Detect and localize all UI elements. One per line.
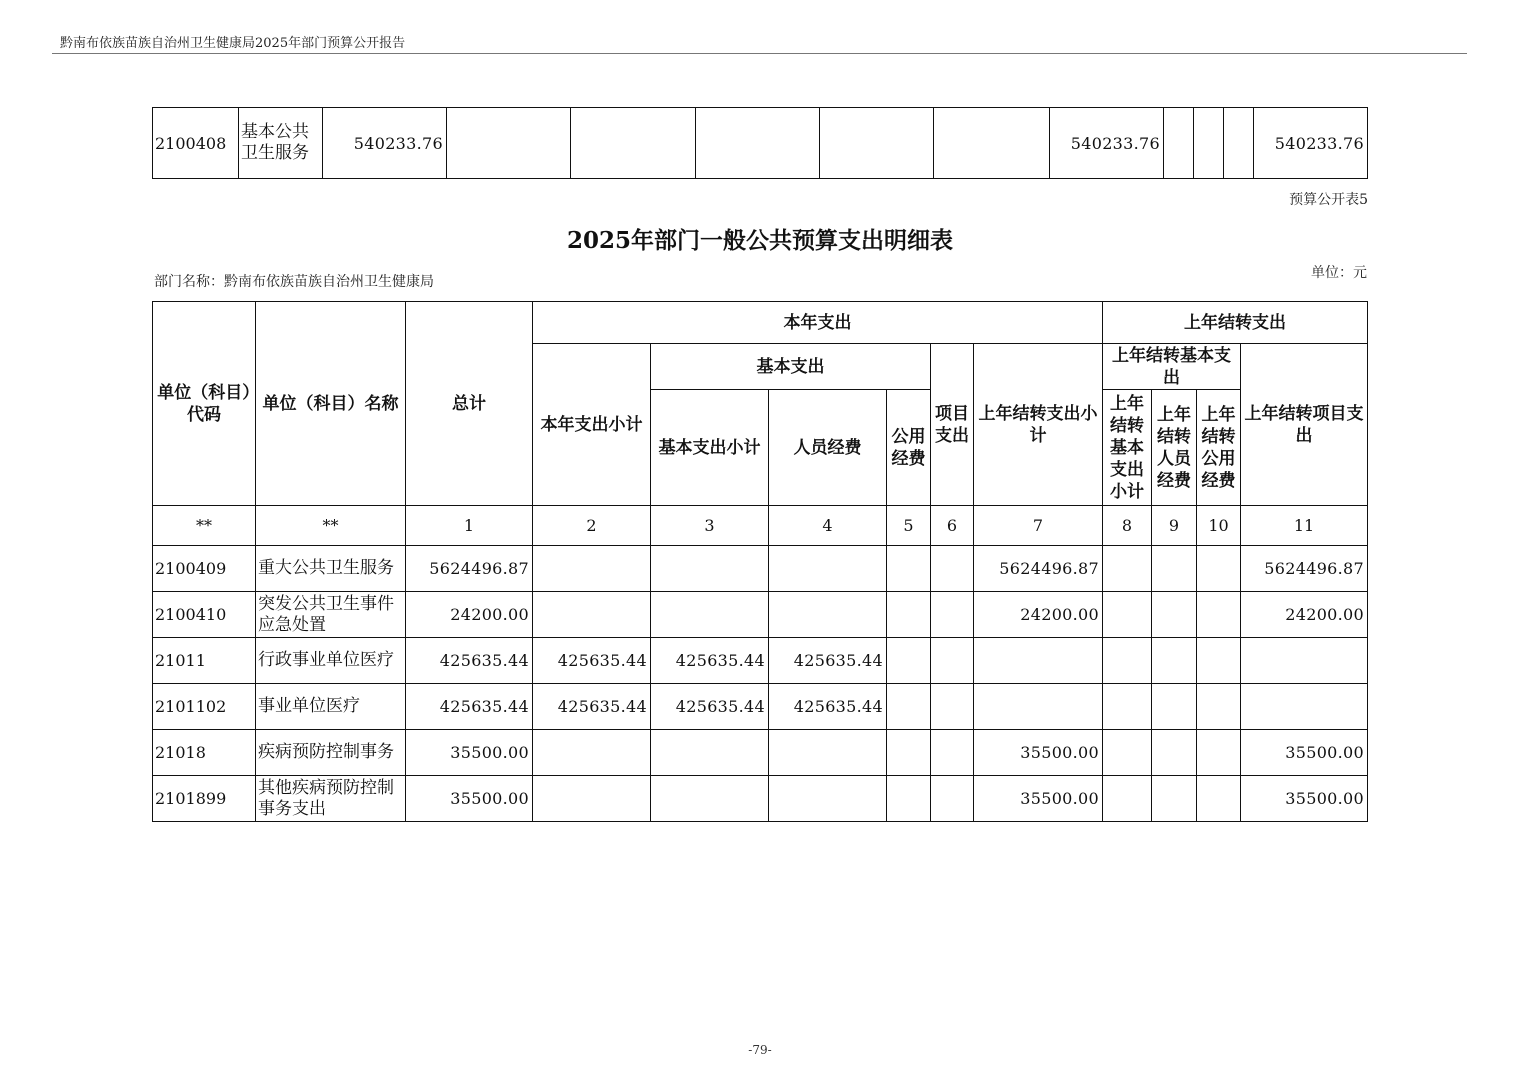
cell-col-6 <box>934 108 1050 179</box>
cell-col-11 <box>1241 638 1368 684</box>
cell-col-2 <box>533 730 651 776</box>
header-this-year: 本年支出 <box>533 302 1103 344</box>
cell-col-2: 425635.44 <box>533 638 651 684</box>
row-code: 2101899 <box>153 776 256 822</box>
continued-table-fragment <box>152 107 1368 179</box>
row-name: 基本公共卫生服务 <box>239 108 323 179</box>
cell-col-5 <box>820 108 934 179</box>
seq-cell: 8 <box>1103 506 1152 546</box>
cell-col-7: 24200.00 <box>974 592 1103 638</box>
seq-cell: ** <box>256 506 406 546</box>
cell-col-6 <box>931 638 974 684</box>
row-name: 其他疾病预防控制事务支出 <box>256 776 406 822</box>
cell-col-10 <box>1197 684 1241 730</box>
cell-col-6 <box>931 684 974 730</box>
sequence-row <box>153 506 1368 546</box>
seq-cell: ** <box>153 506 256 546</box>
header-last-basic: 上年结转基本支出 <box>1103 344 1241 390</box>
table-row <box>153 108 1368 179</box>
cell-col-7: 35500.00 <box>974 776 1103 822</box>
header-last-personnel: 上年结转人员经费 <box>1152 390 1197 506</box>
cell-col-1: 425635.44 <box>406 638 533 684</box>
header-basic: 基本支出 <box>651 344 931 390</box>
cell-col-4 <box>769 730 887 776</box>
cell-col-11 <box>1241 684 1368 730</box>
header-divider <box>52 53 1467 54</box>
table-row <box>153 776 1368 822</box>
cell-col-5 <box>887 592 931 638</box>
table-row <box>153 546 1368 592</box>
header-basic-subtotal: 基本支出小计 <box>651 390 769 506</box>
seq-cell: 6 <box>931 506 974 546</box>
table-row <box>153 730 1368 776</box>
cell-col-8 <box>1103 776 1152 822</box>
department-label: 部门名称：黔南布依族苗族自治州卫生健康局 <box>154 274 434 290</box>
header-last-year: 上年结转支出 <box>1103 302 1368 344</box>
cell-col-4 <box>769 546 887 592</box>
cell-col-3: 425635.44 <box>651 638 769 684</box>
table-body <box>153 546 1368 822</box>
header-personnel: 人员经费 <box>769 390 887 506</box>
cell-col-7 <box>974 638 1103 684</box>
row-code: 2100409 <box>153 546 256 592</box>
cell-col-6 <box>931 730 974 776</box>
seq-cell: 5 <box>887 506 931 546</box>
row-name: 突发公共卫生事件应急处置 <box>256 592 406 638</box>
table-row <box>153 638 1368 684</box>
cell-col-7: 540233.76 <box>1050 108 1164 179</box>
form-number: 预算公开表5 <box>1289 192 1368 208</box>
cell-col-10 <box>1197 638 1241 684</box>
cell-col-2 <box>533 546 651 592</box>
cell-col-3 <box>651 776 769 822</box>
cell-col-4 <box>769 776 887 822</box>
cell-col-9 <box>1152 638 1197 684</box>
cell-col-7 <box>974 684 1103 730</box>
row-code: 2100408 <box>153 108 239 179</box>
cell-col-11: 540233.76 <box>1254 108 1368 179</box>
cell-col-9 <box>1194 108 1224 179</box>
cell-col-9 <box>1152 730 1197 776</box>
header-code: 单位（科目）代码 <box>153 302 256 506</box>
unit-label: 单位：元 <box>1311 265 1367 281</box>
cell-col-11: 5624496.87 <box>1241 546 1368 592</box>
header-last-year-subtotal: 上年结转支出小计 <box>974 344 1103 506</box>
cell-col-3 <box>651 730 769 776</box>
cell-col-5 <box>887 730 931 776</box>
cell-col-2 <box>533 776 651 822</box>
seq-cell: 9 <box>1152 506 1197 546</box>
row-name: 事业单位医疗 <box>256 684 406 730</box>
cell-col-11: 35500.00 <box>1241 776 1368 822</box>
cell-col-4: 425635.44 <box>769 684 887 730</box>
row-code: 21018 <box>153 730 256 776</box>
cell-col-4 <box>769 592 887 638</box>
cell-col-10 <box>1197 546 1241 592</box>
seq-cell: 3 <box>651 506 769 546</box>
header-last-public: 上年结转公用经费 <box>1197 390 1241 506</box>
cell-col-8 <box>1103 684 1152 730</box>
row-code: 2100410 <box>153 592 256 638</box>
cell-col-11: 24200.00 <box>1241 592 1368 638</box>
cell-col-1: 35500.00 <box>406 776 533 822</box>
cell-col-8 <box>1103 638 1152 684</box>
seq-cell: 4 <box>769 506 887 546</box>
cell-col-1: 5624496.87 <box>406 546 533 592</box>
cell-col-9 <box>1152 776 1197 822</box>
seq-cell: 2 <box>533 506 651 546</box>
cell-col-7: 35500.00 <box>974 730 1103 776</box>
cell-col-8 <box>1103 730 1152 776</box>
seq-cell: 10 <box>1197 506 1241 546</box>
cell-col-10 <box>1197 730 1241 776</box>
cell-col-8 <box>1103 592 1152 638</box>
header-last-project: 上年结转项目支出 <box>1241 344 1368 506</box>
cell-col-4 <box>696 108 820 179</box>
cell-col-11: 35500.00 <box>1241 730 1368 776</box>
header-this-year-subtotal: 本年支出小计 <box>533 344 651 506</box>
cell-col-5 <box>887 684 931 730</box>
cell-col-7: 5624496.87 <box>974 546 1103 592</box>
row-code: 2101102 <box>153 684 256 730</box>
cell-col-3 <box>651 592 769 638</box>
header-project: 项目支出 <box>931 344 974 506</box>
page-number: -79- <box>748 1043 772 1057</box>
cell-col-3: 425635.44 <box>651 684 769 730</box>
row-name: 行政事业单位医疗 <box>256 638 406 684</box>
row-name: 重大公共卫生服务 <box>256 546 406 592</box>
cell-col-6 <box>931 592 974 638</box>
seq-cell: 11 <box>1241 506 1368 546</box>
cell-col-9 <box>1152 546 1197 592</box>
cell-col-3 <box>651 546 769 592</box>
cell-col-8 <box>1103 546 1152 592</box>
row-name: 疾病预防控制事务 <box>256 730 406 776</box>
header-name: 单位（科目）名称 <box>256 302 406 506</box>
cell-col-1: 35500.00 <box>406 730 533 776</box>
cell-col-10 <box>1224 108 1254 179</box>
header-row-1 <box>153 302 1368 344</box>
cell-col-5 <box>887 546 931 592</box>
table-row <box>153 684 1368 730</box>
document-header-title: 黔南布依族苗族自治州卫生健康局2025年部门预算公开报告 <box>60 36 406 51</box>
cell-col-9 <box>1152 684 1197 730</box>
header-last-basic-subtotal: 上年结转基本支出小计 <box>1103 390 1152 506</box>
cell-col-6 <box>931 776 974 822</box>
cell-col-1: 540233.76 <box>323 108 447 179</box>
cell-col-4: 425635.44 <box>769 638 887 684</box>
header-public: 公用经费 <box>887 390 931 506</box>
expenditure-detail-table <box>152 301 1368 822</box>
cell-col-5 <box>887 776 931 822</box>
cell-col-2 <box>533 592 651 638</box>
cell-col-1: 24200.00 <box>406 592 533 638</box>
cell-col-8 <box>1164 108 1194 179</box>
cell-col-5 <box>887 638 931 684</box>
table-row <box>153 592 1368 638</box>
page-title: 2025年部门一般公共预算支出明细表 <box>566 227 953 254</box>
seq-cell: 7 <box>974 506 1103 546</box>
cell-col-2: 425635.44 <box>533 684 651 730</box>
row-code: 21011 <box>153 638 256 684</box>
cell-col-6 <box>931 546 974 592</box>
cell-col-10 <box>1197 592 1241 638</box>
cell-col-1: 425635.44 <box>406 684 533 730</box>
cell-col-9 <box>1152 592 1197 638</box>
seq-cell: 1 <box>406 506 533 546</box>
cell-col-3 <box>571 108 696 179</box>
cell-col-2 <box>447 108 571 179</box>
header-total: 总计 <box>406 302 533 506</box>
cell-col-10 <box>1197 776 1241 822</box>
